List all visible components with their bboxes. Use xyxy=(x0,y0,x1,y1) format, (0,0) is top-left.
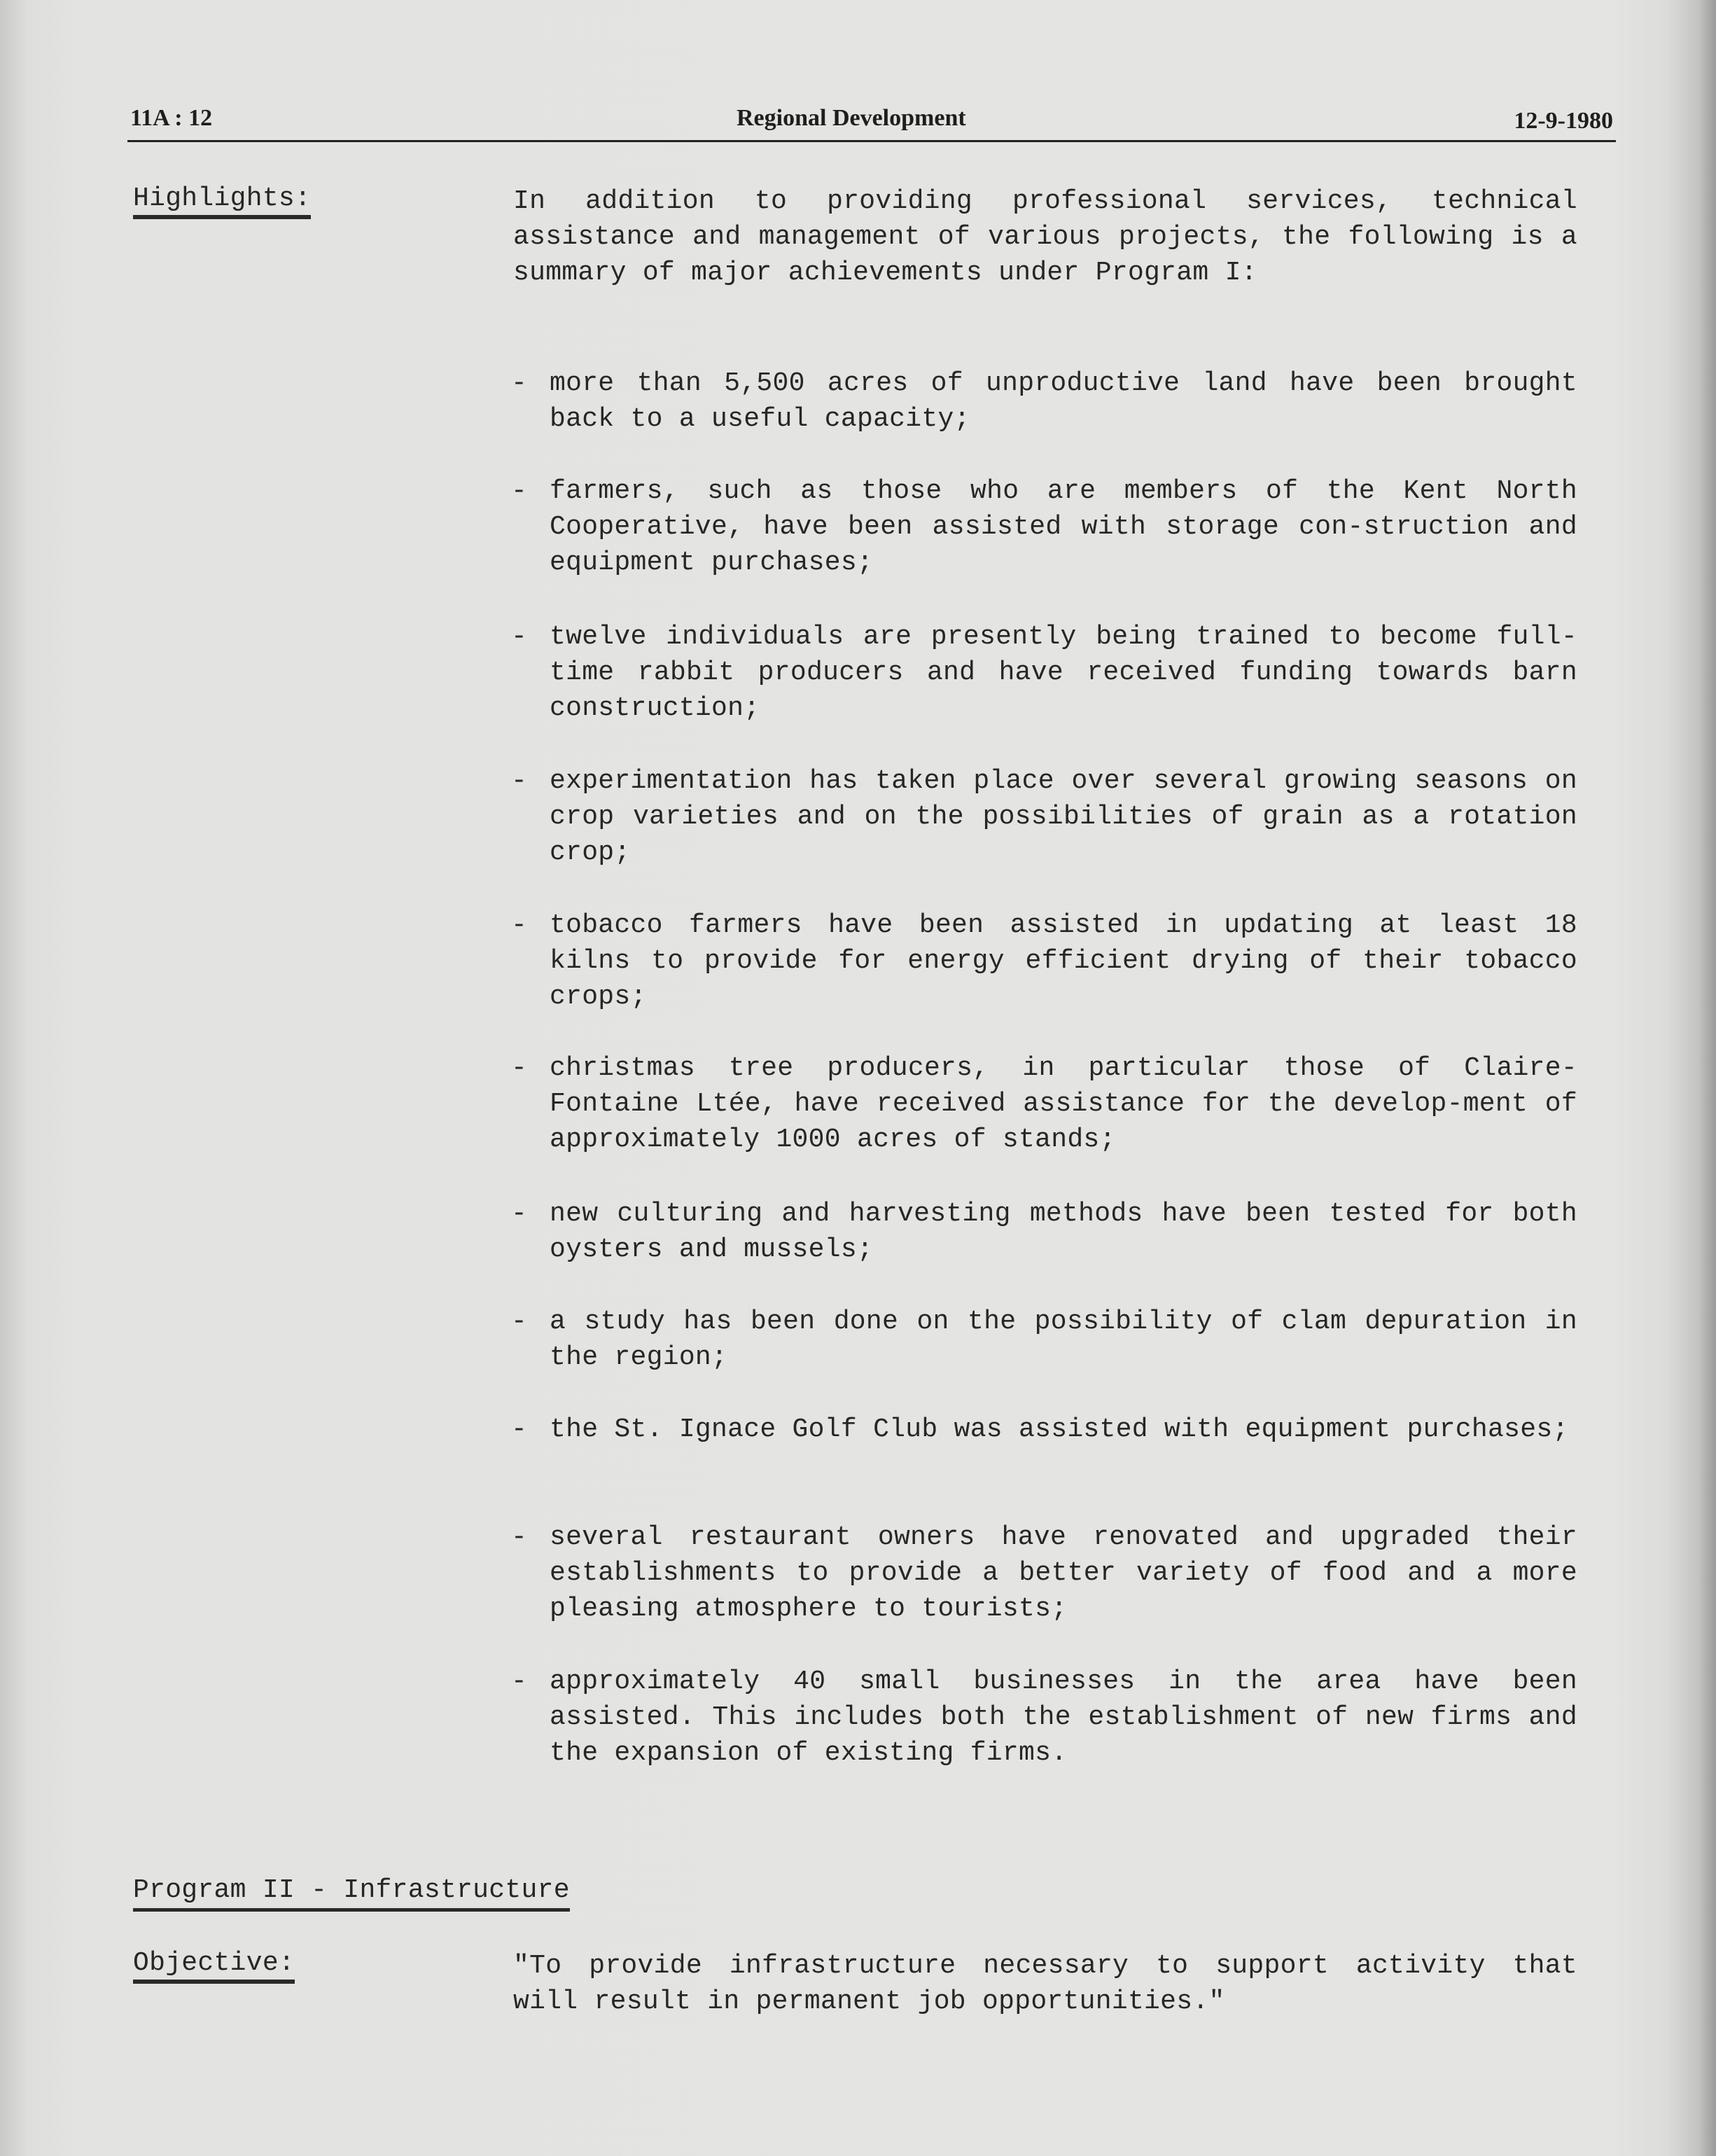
highlight-item: - the St. Ignace Golf Club was assisted with equipment purchases; xyxy=(511,1414,1569,1445)
highlight-item: - approximately 40 small businesses in the area have been assisted. This includes both the establishment of new firms and the expansion of existing firms. xyxy=(511,1667,1577,1768)
highlight-item: - christmas tree producers, in particular those of Claire-Fontaine Ltée, have received assistance for the develop-ment of approximately 1000 acres of stands; xyxy=(511,1053,1577,1155)
highlight-item: - new culturing and harvesting methods have been tested for both oysters and mussels; xyxy=(511,1199,1577,1265)
highlight-item: - farmers, such as those who are members of the Kent North Cooperative, have been assisted with storage con-struction and equipment purchases; xyxy=(511,476,1577,578)
page-header xyxy=(127,104,1616,142)
highlight-item: - tobacco farmers have been assisted in updating at least 18 kilns to provide for energy efficient drying of their tobacco crops; xyxy=(511,910,1577,1012)
header-date: 12-9-1980 xyxy=(1514,108,1613,134)
highlight-item: - more than 5,500 acres of unproductive land have been brought back to a useful capacity; xyxy=(511,368,1577,434)
highlights-label: Highlights: xyxy=(133,183,311,219)
objective-text: "To provide infrastructure necessary to support activity that will result in permanent job opportunities." xyxy=(513,1951,1577,2017)
highlight-item: - twelve individuals are presently being trained to become full-time rabbit producers and have received funding towards barn construction; xyxy=(511,622,1577,723)
program-2-heading: Program II - Infrastructure xyxy=(133,1875,570,1912)
highlights-intro: In addition to providing professional services, technical assistance and management of various projects, the following is a summary of major achievements under Program I: xyxy=(513,186,1577,288)
highlight-item: - a study has been done on the possibility of clam depuration in the region; xyxy=(511,1307,1577,1372)
header-title: Regional Development xyxy=(737,105,966,131)
highlight-item: - several restaurant owners have renovated and upgraded their establishments to provide a better variety of food and a more pleasing atmosphere to tourists; xyxy=(511,1522,1577,1624)
highlight-item: - experimentation has taken place over several growing seasons on crop varieties and on the possibilities of grain as a rotation crop; xyxy=(511,766,1577,868)
page-number: 11A : 12 xyxy=(130,105,213,131)
objective-label: Objective: xyxy=(133,1948,295,1984)
